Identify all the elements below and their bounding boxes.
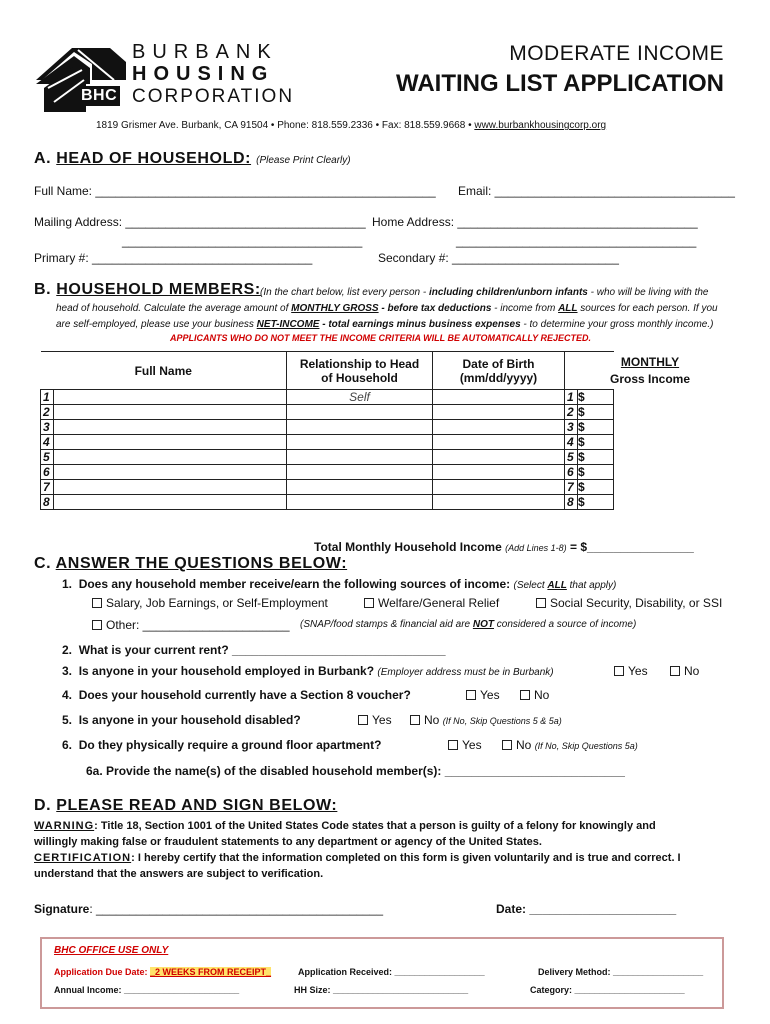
col-dob: Date of Birth (mm/dd/yyyy)	[433, 352, 565, 390]
checkbox-icon[interactable]	[92, 620, 102, 630]
q6-yes[interactable]: Yes	[448, 738, 482, 752]
table-row[interactable]: 6 6 $	[41, 465, 614, 480]
question-6: 6. Do they physically require a ground floor apartment?	[62, 738, 382, 752]
income-warning: APPLICANTS WHO DO NOT MEET THE INCOME CRITERIA WILL BE AUTOMATICALLY REJECTED.	[170, 333, 592, 343]
checkbox-icon[interactable]	[536, 598, 546, 608]
signature-label: Signature	[34, 902, 90, 916]
section-a-label: HEAD OF HOUSEHOLD:	[56, 150, 252, 167]
total-income-line[interactable]	[314, 540, 694, 554]
snap-note: (SNAP/food stamps & financial aid are NOT considered a source of income)	[300, 619, 637, 630]
table-row[interactable]: 4 4 $	[41, 435, 614, 450]
mailing-address-field[interactable]: Mailing Address: ____________________________________	[34, 215, 366, 229]
table-row[interactable]: 5 5 $	[41, 450, 614, 465]
checkbox-icon[interactable]	[358, 715, 368, 725]
gross-income-label: Gross Income	[609, 372, 691, 386]
question-4: 4. Does your household currently have a Section 8 voucher?	[62, 688, 411, 702]
question-3: 3. Is anyone in your household employed in Burbank? (Employer address must be in Burbank)	[62, 664, 554, 678]
total-income-label: Total Monthly Household Income	[314, 540, 502, 554]
question-6a[interactable]: 6a. Provide the name(s) of the disabled household member(s): ___________________________	[86, 764, 625, 778]
mailing-address-line2[interactable]: ____________________________________	[122, 234, 363, 248]
q5-yes[interactable]: Yes	[358, 713, 392, 727]
section-b-label: HOUSEHOLD MEMBERS:	[56, 281, 261, 298]
annual-income-field[interactable]: Annual Income: _______________________	[54, 985, 240, 995]
household-members-table	[40, 351, 614, 510]
home-address-line2[interactable]: ____________________________________	[456, 234, 697, 248]
org-name-line1: BURBANK	[132, 41, 278, 63]
self-cell: Self	[287, 390, 433, 405]
delivery-method-field[interactable]: Delivery Method: __________________	[538, 967, 704, 977]
section-a-prefix: A.	[34, 150, 52, 167]
total-income-field[interactable]: = $________________	[570, 540, 694, 554]
checkbox-icon[interactable]	[670, 666, 680, 676]
col-full-name: Full Name	[41, 352, 287, 390]
email-field[interactable]: Email: ____________________________________	[458, 184, 735, 198]
section-d-title	[34, 797, 337, 815]
bhc-logo	[34, 40, 126, 112]
section-b-prefix: B.	[34, 281, 52, 298]
warning-paragraph: WARNING: Title 18, Section 1001 of the United States Code states that a person is guilty of a felony for knowingly and willingly making false or fraudulent statements to any department or agency of the United States. CERTIFICATION: I hereby certify that the information completed on this form is given voluntarily and is true and correct. I understand that the answers are subject to verification.	[34, 820, 681, 880]
logo-text: BHC	[78, 86, 120, 106]
option-welfare[interactable]: Welfare/General Relief	[364, 596, 499, 610]
section-b-instructions: (In the chart below, list every person - including children/unborn infants - who will be living with the head of household. Calculate the average amount of MONTHLY GROSS - before tax deductions - income from ALL sources for each person. If you are self-employed, please use your business NET-INCOME - total earnings minus business expenses - to determine your gross monthly income.)	[56, 287, 718, 330]
checkbox-icon[interactable]	[410, 715, 420, 725]
org-name-line2: HOUSING	[132, 63, 275, 85]
table-header-row	[41, 352, 614, 390]
section-c-label: ANSWER THE QUESTIONS BELOW:	[55, 555, 348, 572]
section-d-label: PLEASE READ AND SIGN BELOW:	[56, 797, 338, 814]
section-d-prefix: D.	[34, 797, 52, 814]
q4-no[interactable]: No	[520, 688, 549, 702]
checkbox-icon[interactable]	[364, 598, 374, 608]
full-name-field[interactable]: Full Name: ___________________________________________________	[34, 184, 436, 198]
col-relationship: Relationship to Head of Household	[287, 352, 433, 390]
q6-no[interactable]: No (If No, Skip Questions 5a)	[502, 738, 638, 752]
q4-yes[interactable]: Yes	[466, 688, 500, 702]
option-social-security[interactable]: Social Security, Disability, or SSI	[536, 596, 722, 610]
monthly-label: MONTHLY	[620, 355, 680, 369]
section-c-prefix: C.	[34, 555, 52, 572]
checkbox-icon[interactable]	[92, 598, 102, 608]
question-2[interactable]: 2. What is your current rent? ________________________________	[62, 643, 446, 657]
form-title-line1: MODERATE INCOME	[509, 42, 724, 65]
due-date: Application Due Date: _2 WEEKS FROM RECEIPT_	[54, 967, 272, 977]
primary-phone-field[interactable]: Primary #: _________________________________	[34, 251, 313, 265]
application-received-field[interactable]: Application Received: __________________	[298, 967, 485, 977]
office-use-box	[40, 937, 724, 1009]
question-5: 5. Is anyone in your household disabled?	[62, 713, 301, 727]
option-other[interactable]: Other: ______________________	[92, 618, 290, 632]
question-1: 1. Does any household member receive/earn the following sources of income: (Select ALL that apply)	[62, 577, 617, 591]
table-row[interactable]: 7 7 $	[41, 480, 614, 495]
checkbox-icon[interactable]	[448, 740, 458, 750]
total-income-note: (Add Lines 1-8)	[505, 543, 567, 553]
org-name-line3: CORPORATION	[132, 86, 295, 107]
table-row[interactable]: 3 3 $	[41, 420, 614, 435]
section-c-title	[34, 555, 347, 573]
checkbox-icon[interactable]	[520, 690, 530, 700]
print-clearly-note: (Please Print Clearly)	[256, 155, 351, 166]
hh-size-field[interactable]: HH Size: ___________________________	[294, 985, 469, 995]
checkbox-icon[interactable]	[614, 666, 624, 676]
secondary-phone-field[interactable]: Secondary #: _________________________	[378, 251, 619, 265]
checkbox-icon[interactable]	[502, 740, 512, 750]
contact-line	[96, 120, 606, 131]
website-link[interactable]: www.burbankhousingcorp.org	[474, 120, 607, 131]
section-a-title	[34, 150, 351, 168]
q5-no[interactable]: No (If No, Skip Questions 5 & 5a)	[410, 713, 562, 727]
signature-field[interactable]: Signature: ___________________________________________	[34, 902, 383, 916]
home-address-field[interactable]: Home Address: ____________________________________	[372, 215, 698, 229]
q3-no[interactable]: No	[670, 664, 699, 678]
date-field[interactable]: Date: ______________________	[496, 902, 677, 916]
address-text: 1819 Grismer Ave. Burbank, CA 91504 • Phone: 818.559.2336 • Fax: 818.559.9668 •	[96, 120, 475, 131]
q3-yes[interactable]: Yes	[614, 664, 648, 678]
table-row[interactable]: 8 8 $	[41, 495, 614, 510]
office-use-title: BHC OFFICE USE ONLY	[54, 945, 169, 956]
form-title-line2: WAITING LIST APPLICATION	[396, 70, 724, 97]
option-salary[interactable]: Salary, Job Earnings, or Self-Employment	[92, 596, 328, 610]
gross-income-header	[576, 354, 724, 388]
table-row[interactable]: 2 2 $	[41, 405, 614, 420]
category-field[interactable]: Category: ______________________	[530, 985, 685, 995]
checkbox-icon[interactable]	[466, 690, 476, 700]
table-row[interactable]: 1 Self 1 $	[41, 390, 614, 405]
